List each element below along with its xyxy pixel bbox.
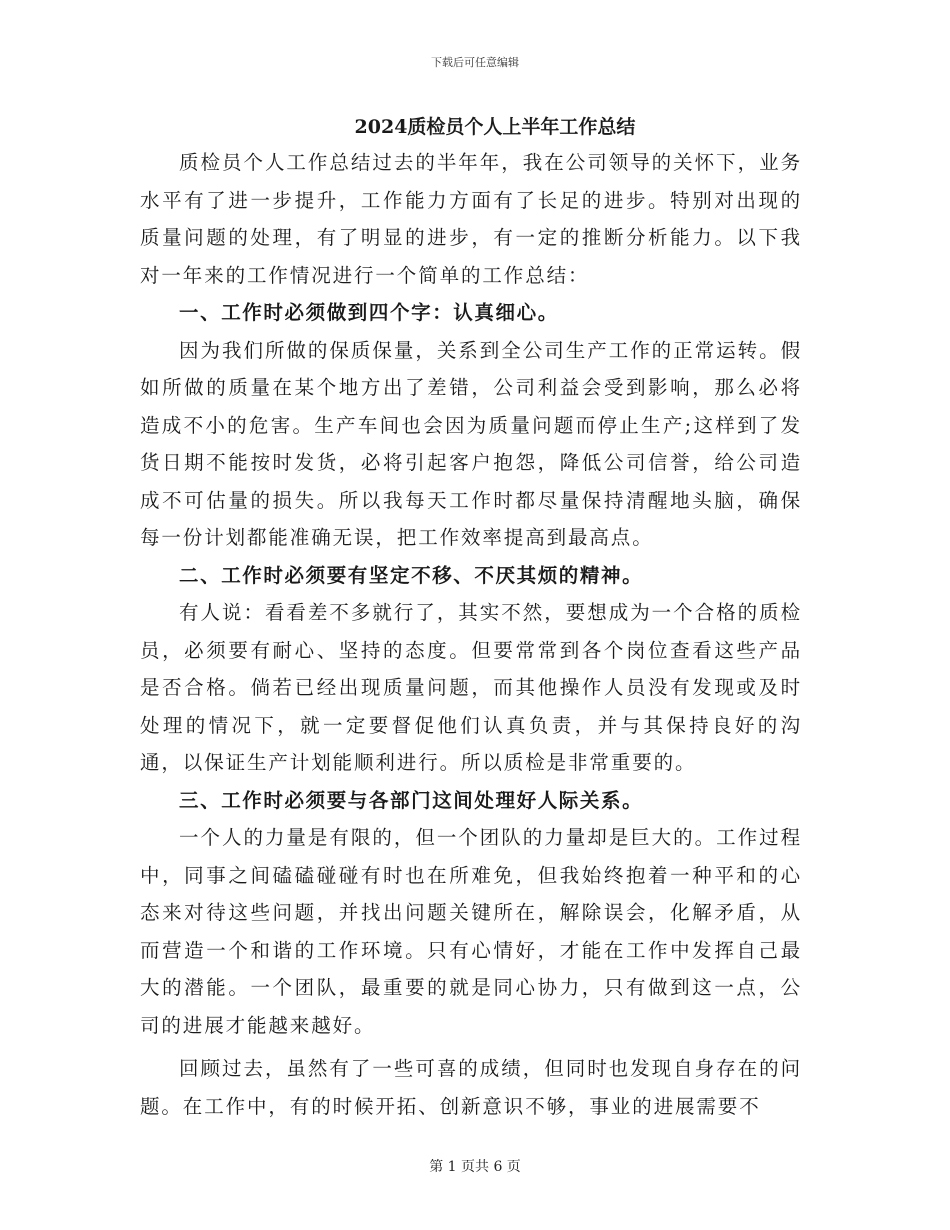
document-title: 2024质检员个人上半年工作总结 (354, 116, 636, 138)
intro-paragraph: 质检员个人工作总结过去的半年年，我在公司领导的关怀下，业务水平有了进一步提升，工作能力方面有了长足的进步。特别对出现的质量问题的处理，有了明显的进步，有一定的推断分析能力。以下我对一年来的工作情况进行一个简单的工作总结： (140, 151, 802, 287)
section-body-3: 一个人的力量是有限的，但一个团队的力量却是巨大的。工作过程中，同事之间磕磕碰碰有时也在所难免，但我始终抱着一种平和的心态来对待这些问题，并找出问题关键所在，解除误会，化解矛盾，从而营造一个和谐的工作环境。只有心情好，才能在工作中发挥自己最大的潜能。一个团队，最重要的就是同心协力，只有做到这一点，公司的进展才能越来越好。 (140, 826, 802, 1037)
section-body-2: 有人说：看看差不多就行了，其实不然，要想成为一个合格的质检员，必须要有耐心、坚持的态度。但要常常到各个岗位查看这些产品是否合格。倘若已经出现质量问题，而其他操作人员没有发现或及时处理的情况下，就一定要督促他们认真负责，并与其保持良好的沟通，以保证生产计划能顺利进行。所以质检是非常重要的。 (140, 601, 802, 774)
page-footer: 第 1 页共 6 页 (429, 1159, 521, 1175)
section-heading-2: 二、工作时必须要有坚定不移、不厌其烦的精神。 (179, 563, 644, 587)
section-heading-3: 三、工作时必须要与各部门这间处理好人际关系。 (179, 788, 644, 812)
section-body-1: 因为我们所做的保质保量，关系到全公司生产工作的正常运转。假如所做的质量在某个地方出了差错，公司利益会受到影响，那么必将造成不小的危害。生产车间也会因为质量问题而停止生产;这样到了发货日期不能按时发货，必将引起客户抱怨，降低公司信誉，给公司造成不可估量的损失。所以我每天工作时都尽量保持清醒地头脑，确保每一份计划都能准确无误，把工作效率提高到最高点。 (140, 338, 802, 549)
page-header: 下载后可任意编辑 (431, 56, 519, 69)
section-heading-1: 一、工作时必须做到四个字：认真细心。 (179, 301, 559, 324)
document-body (140, 112, 802, 1125)
closing-paragraph: 回顾过去，虽然有了一些可喜的成绩，但同时也发现自身存在的问题。在工作中，有的时候开拓、创新意识不够，事业的进展需要不 (140, 1057, 802, 1118)
